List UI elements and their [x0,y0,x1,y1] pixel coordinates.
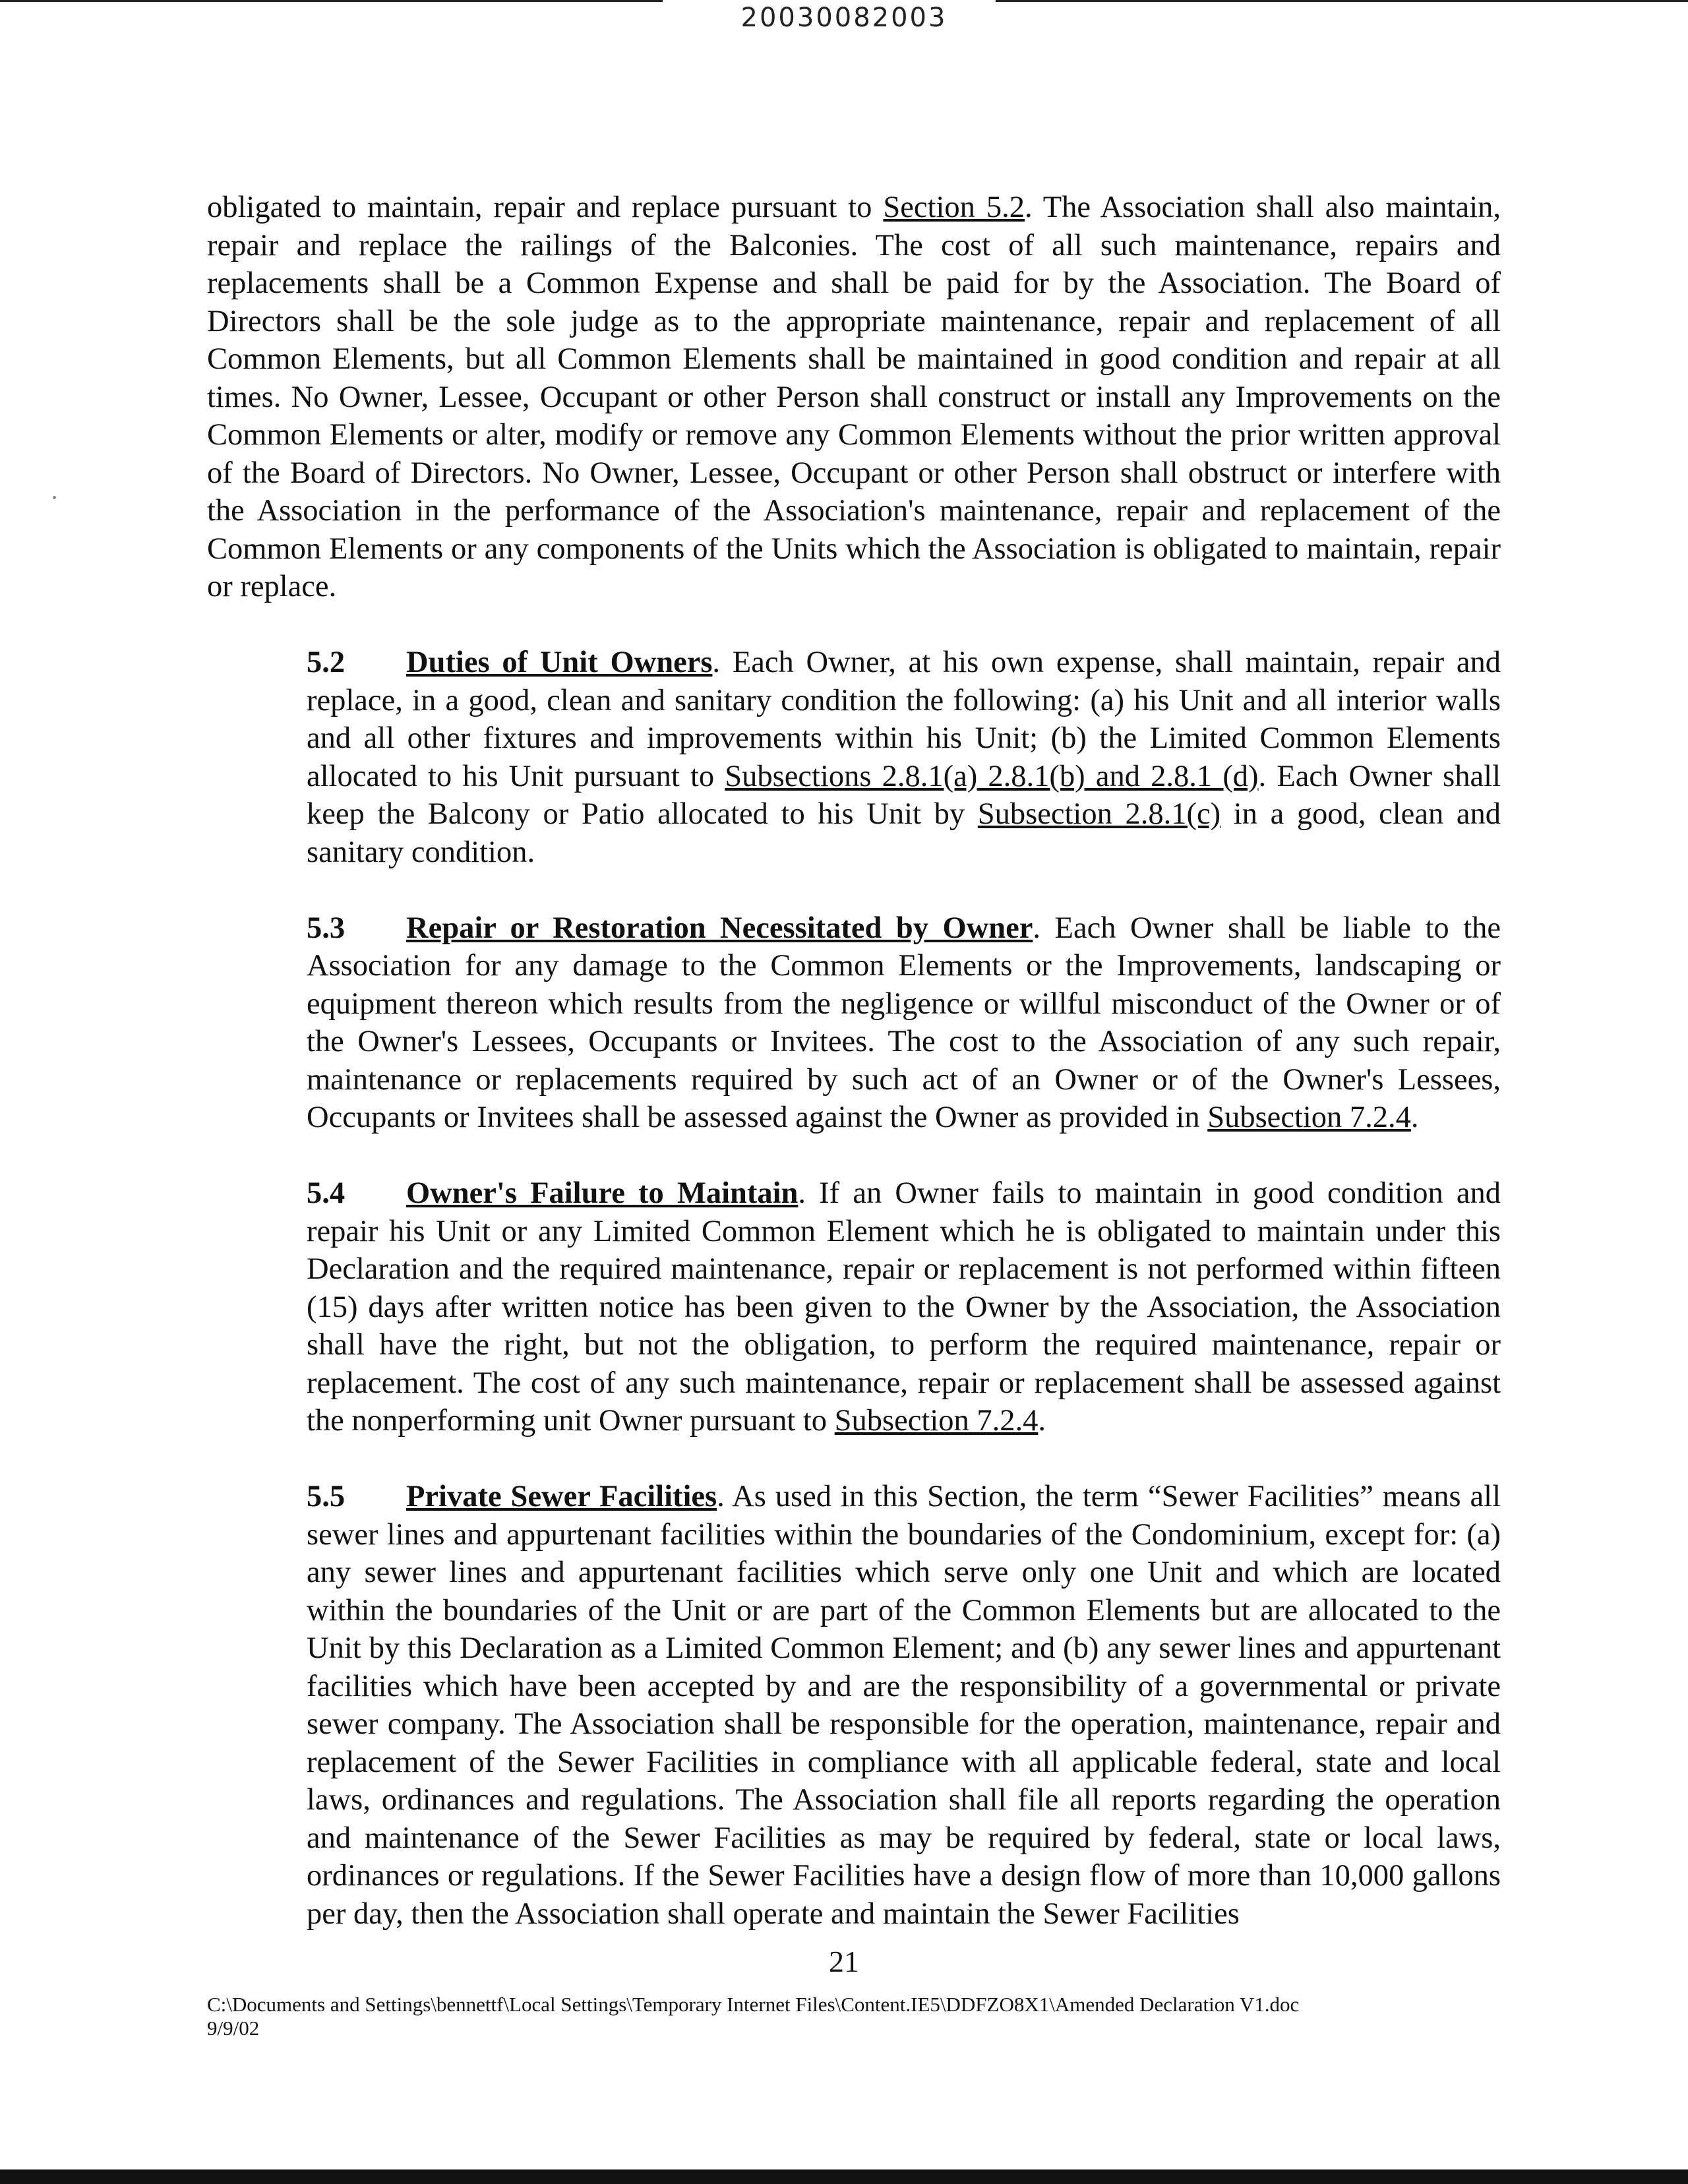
scan-top-edge-left [0,0,663,2]
section-5-3-paragraph [207,909,1501,1137]
document-body [207,189,1501,1971]
section-text: . [1038,1404,1046,1438]
section-reference: Subsection 2.8.1(c) [977,797,1221,831]
footer-file-path: C:\Documents and Settings\bennettf\Local Settings\Temporary Internet Files\Content.IE5\DDFZO8X1\Amended Declaration V1.doc [207,1993,1300,2016]
section-5-4-paragraph [207,1174,1501,1440]
section-reference: Section 5.2 [883,191,1025,224]
intro-text-1: obligated to maintain, repair and replace pursuant to [207,191,884,224]
section-number: 5.2 [307,646,346,679]
intro-paragraph [207,189,1501,606]
section-reference: Subsections 2.8.1(a) 2.8.1(b) and 2.8.1 (d) [725,759,1259,793]
section-number: 5.4 [307,1176,346,1210]
section-number: 5.3 [307,911,346,945]
scan-top-edge-right [996,0,1688,2]
section-heading: Duties of Unit Owners [406,646,713,679]
intro-text-2: . The Association shall also maintain, repair and replace the railings of the Balconies. The cost of all such maintenance, repairs and replacements shall be a Common Expense and shall be paid for by the Association. The Board of Directors shall be the sole judge as to the appropriate maintenance, repair and replacement of all Common Elements, but all Common Elements shall be maintained in good condition and repair at all times. No Owner, Lessee, Occupant or other Person shall construct or install any Improvements on the Common Elements or alter, modify or remove any Common Elements without the prior written approval of the Board of Directors. No Owner, Lessee, Occupant or other Person shall obstruct or interfere with the Association in the performance of the Association's maintenance, repair and replacement of the Common Elements or any components of the Units which the Association is obligated to maintain, repair or replace. [207,191,1501,603]
section-text: . If an Owner fails to maintain in good condition and repair his Unit or any Limited Common Element which he is obligated to maintain under this Declaration and the required maintenance, repair or replacement is not performed within fifteen (15) days after written notice has been given to the Owner by the Association, the Association shall have the right, but not the obligation, to perform the required maintenance, repair or replacement. The cost of any such maintenance, repair or replacement shall be assessed against the nonperforming unit Owner pursuant to [307,1176,1501,1438]
section-text: . Each Owner, at his own expense, shall maintain, repair and replace, in a good, clean and sanitary condition the following: (a) his Unit and all interior walls and all other fixtures and improvements within his Unit; (b) the Limited Common Elements allocated to his Unit pursuant to [307,646,1501,793]
scan-bottom-edge [0,2169,1688,2184]
footer-date: 9/9/02 [207,2017,260,2040]
section-text: . As used in this Section, the term “Sewer Facilities” means all sewer lines and appurtenant facilities within the boundaries of the Condominium, except for: (a) any sewer lines and appurtenant facilities which serve only one Unit and which are located within the boundaries of the Unit or are part of the Common Elements but are allocated to the Unit by this Declaration as a Limited Common Element; and (b) any sewer lines and appurtenant facilities which have been accepted by and are the responsibility of a governmental or private sewer company. The Association shall be responsible for the operation, maintenance, repair and replacement of the Sewer Facilities in compliance with all applicable federal, state and local laws, ordinances and regulations. The Association shall file all reports regarding the operation and maintenance of the Sewer Facilities as may be required by federal, state or local laws, ordinances or regulations. If the Sewer Facilities have a design flow of more than 10,000 gallons per day, then the Association shall operate and maintain the Sewer Facilities [307,1480,1501,1931]
document-stamp-number: 20030082003 [740,3,948,33]
section-text: in a good, clean and sanitary condition. [307,797,1501,869]
section-text: . Each Owner shall be liable to the Association for any damage to the Common Elements or the Improvements, landscaping or equipment thereon which results from the negligence or willful misconduct of the Owner or of the Owner's Lessees, Occupants or Invitees. The cost to the Association of any such repair, maintenance or replacements required by such act of an Owner or of the Owner's Lessees, Occupants or Invitees shall be assessed against the Owner as provided in [307,911,1501,1134]
section-5-5-paragraph [207,1478,1501,1933]
section-number: 5.5 [307,1480,346,1513]
scan-speck [53,496,56,499]
section-text: . Each Owner shall keep the Balcony or Patio allocated to his Unit by [307,759,1501,831]
section-5-2-paragraph [207,644,1501,871]
page-number: 21 [829,1945,859,1978]
section-heading: Owner's Failure to Maintain [406,1176,799,1210]
section-reference: Subsection 7.2.4 [834,1404,1039,1438]
section-reference: Subsection 7.2.4 [1207,1101,1411,1134]
section-heading: Repair or Restoration Necessitated by Owner [406,911,1033,945]
section-text: . [1410,1101,1419,1134]
section-heading: Private Sewer Facilities [406,1480,717,1513]
